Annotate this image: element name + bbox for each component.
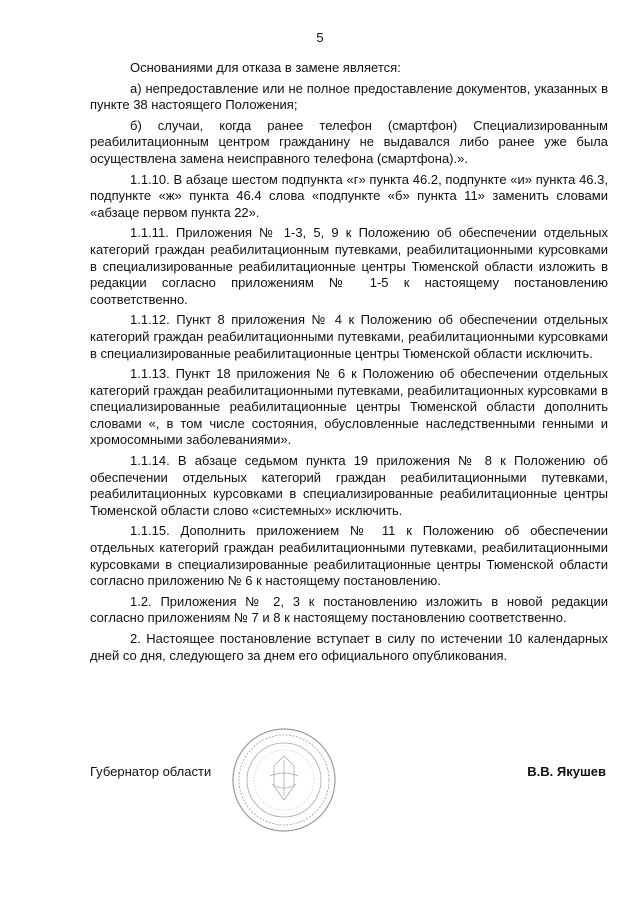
paragraph: 1.1.10. В абзаце шестом подпункта «г» пункта 46.2, подпункте «и» пункта 46.3, подпункте «ж» пункта 46.4 слова «подпункте «б» пункта 11» заменить словами «абзаце первом пункта 22».	[90, 171, 608, 220]
signature-block	[90, 764, 608, 784]
paragraph: 1.2. Приложения № 2, 3 к постановлению изложить в новой редакции согласно приложениям № 7 и 8 к настоящему постановлению соответственно.	[90, 593, 608, 626]
document-body	[90, 60, 608, 668]
paragraph: 1.1.14. В абзаце седьмом пункта 19 приложения № 8 к Положению об обеспечении отдельных категорий граждан реабилитационными путевками, реабилитационных курсовками в специализированные реабилитационные центры Тюменской области слово «системных» исключить.	[90, 453, 608, 518]
paragraph: 1.1.13. Пункт 18 приложения № 6 к Положению об обеспечении отдельных категорий граждан реабилитационными путевками, реабилитационных курсовками в специализированные реабилитационные центры Тюменской области дополнить словами «, в том числе состояния, обусловленные наследственными генными и хромосомными заболеваниями».	[90, 366, 608, 448]
paragraph: а) непредоставление или не полное предоставление документов, указанных в пункте 38 настоящего Положения;	[90, 80, 608, 113]
paragraph: 2. Настоящее постановление вступает в силу по истечении 10 календарных дней со дня, следующего за днем его официального опубликования.	[90, 631, 608, 663]
paragraph: 1.1.15. Дополнить приложением № 11 к Положению об обеспечении отдельных категорий граждан реабилитационными путевками, реабилитационными курсовками в специализированные реабилитационные центры Тюменской области согласно приложению № 6 к настоящему постановлению.	[90, 523, 608, 589]
paragraph: 1.1.12. Пункт 8 приложения № 4 к Положению об обеспечении отдельных категорий граждан реабилитационными путевками, реабилитационными курсовками в специализированные реабилитационные центры Тюменской области исключить.	[90, 312, 608, 361]
page-number: 5	[316, 30, 324, 45]
paragraph: б) случаи, когда ранее телефон (смартфон) Специализированным реабилитационным центром гражданину не выдавался либо ранее уже была осуществлена замена неисправного телефона (смартфона).».	[90, 117, 608, 166]
paragraph: Основаниями для отказа в замене является:	[130, 60, 401, 75]
signatory-title: Губернатор области	[90, 764, 212, 779]
signatory-name: В.В. Якушев	[527, 764, 606, 779]
paragraph: 1.1.11. Приложения № 1-3, 5, 9 к Положению об обеспечении отдельных категорий граждан реабилитационным путевками, реабилитационными курсовками в специализированные реабилитационные центры Тюменской области изложить в редакции согласно приложениям № 1-5 к настоящему постановлению соответственно.	[90, 225, 608, 307]
